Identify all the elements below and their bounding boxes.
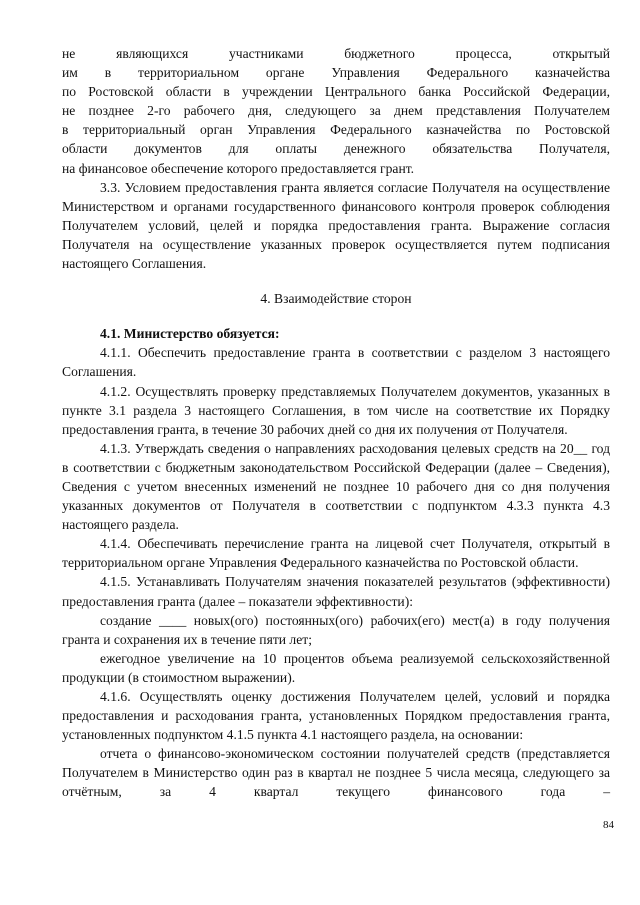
text-line: не являющихся участниками бюджетного процесса, открытый xyxy=(62,46,610,61)
text-line: им в территориальном органе Управления Федерального казначейства xyxy=(62,65,610,81)
clause-4-1-3: 4.1.3. Утверждать сведения о направлениях расходования целевых средств на 20__ год в соответствии с бюджетным законодательством Российской Федерации (далее – Сведения), Сведения с учетом внесенных изменений не позднее 10 рабочего дня со дня получения указанных документов от Получателя в соответствии с подпунктом 4.3.3 пункта 4.3 настоящего раздела. xyxy=(62,440,610,533)
clause-3-3: 3.3. Условием предоставления гранта является согласие Получателя на осуществление Министерством и органами государственного финансового контроля проверок соблюдения Получателем условий, целей и порядка предоставления гранта. Выражение согласия Получателя на осуществление указанных проверок осуществляется путем подписания настоящего Соглашения. xyxy=(62,179,610,272)
report-item: отчета о финансово-экономическом состоянии получателей средств (представляется Получателем в Министерство один раз в квартал не позднее 5 числа месяца, следующего за отчётным, за 4 квартал текущего финансового года – xyxy=(62,746,610,800)
indicator-production-growth: ежегодное увеличение на 10 процентов объема реализуемой сельскохозяйственной продукции (в стоимостном выражении). xyxy=(62,650,610,685)
text-line: на финансовое обеспечение которого предоставляется грант. xyxy=(62,160,415,176)
continued-paragraph xyxy=(62,44,610,178)
text-line: не позднее 2-го рабочего дня, следующего за днем представления Получателем xyxy=(62,103,610,119)
clause-4-1-2: 4.1.2. Осуществлять проверку представляемых Получателем документов, указанных в пункте 3.1 раздела 3 настоящего Соглашения, в том числе на соответствие их Порядку предоставления гранта, в течение 30 рабочих дней со дня их получения от Получателя. xyxy=(62,383,610,437)
text-line: по Ростовской области в учреждении Центрального банка Российской Федерации, xyxy=(62,84,610,100)
clause-4-1-6: 4.1.6. Осуществлять оценку достижения Получателем целей, условий и порядка предоставления и расходования гранта, установленных Порядком предоставления гранта, установленных подпунктом 4.1.5 пункта 4.1 настоящего раздела, на основании: xyxy=(62,689,610,743)
document-body xyxy=(62,44,610,802)
clause-4-1-5: 4.1.5. Устанавливать Получателям значения показателей результатов (эффективности) предоставления гранта (далее – показатели эффективности): xyxy=(62,574,610,609)
section-heading: 4. Взаимодействие сторон xyxy=(260,291,412,307)
clause-4-1-4: 4.1.4. Обеспечивать перечисление гранта на лицевой счет Получателя, открытый в территориальном органе Управления Федерального казначейства по Ростовской области. xyxy=(62,536,610,571)
indicator-jobs: создание ____ новых(ого) постоянных(ого) рабочих(его) мест(а) в году получения гранта и сохранения их в течение пяти лет; xyxy=(62,612,610,647)
clause-4-1-1: 4.1.1. Обеспечить предоставление гранта в соответствии с разделом 3 настоящего Соглашения. xyxy=(62,345,610,380)
ministry-obligations-heading: 4.1. Министерство обязуется: xyxy=(100,326,280,342)
text-line: области документов для оплаты денежного обязательства Получателя, xyxy=(62,141,610,157)
page-number: 84 xyxy=(603,819,614,831)
text-line: в территориальный орган Управления Федерального казначейства по Ростовской xyxy=(62,122,610,138)
